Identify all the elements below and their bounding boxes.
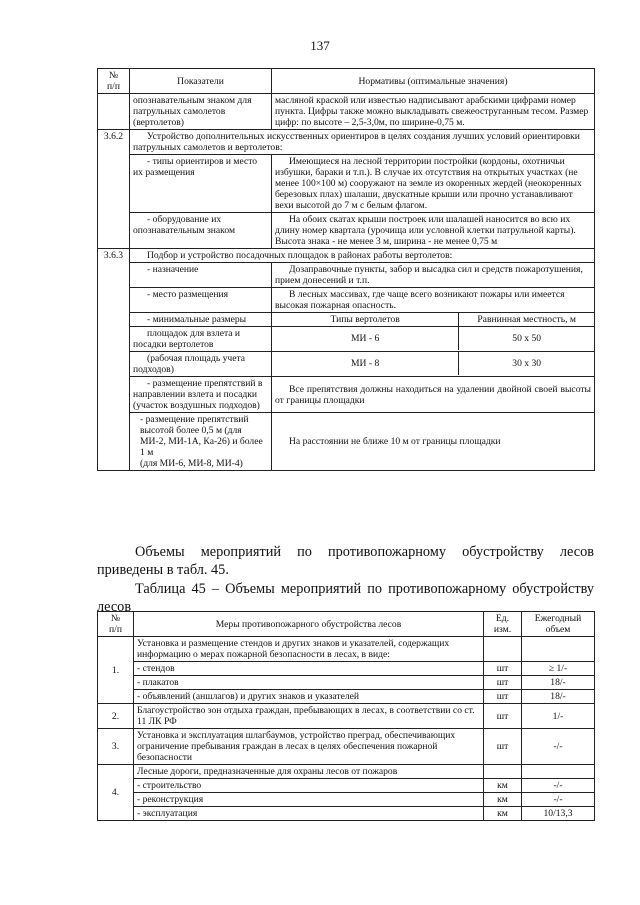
site-size: 30 х 30 [512, 358, 542, 369]
table-row [98, 704, 595, 729]
table-caption: Таблица 45 – Объемы мероприятий по противопожарному обустройству лесов [97, 581, 594, 615]
section-title: Устройство дополнительных искусственных ориентиров в целях создания лучших условий ориентировки патрульных самолетов и вертолетов: [130, 130, 595, 155]
row-name: - объявлений (аншлагов) и других знаков и указателей [134, 690, 484, 704]
row-value: 1/- [522, 704, 595, 729]
table-row [98, 807, 595, 821]
row-label: (рабочая площадь учета подходов) [130, 352, 272, 377]
row-number: 3. [98, 729, 134, 765]
helicopter-type: МИ - 8 [272, 352, 459, 375]
row-title: Лесные дороги, предназначенные для охраны лесов от пожаров [134, 765, 484, 779]
row-unit: шт [484, 676, 522, 690]
row-value: 18/- [522, 676, 595, 690]
section-number: 3.6.2 [98, 130, 130, 249]
row-label: - место размещения [130, 288, 272, 313]
row-number: 4. [98, 765, 134, 821]
row-label: - типы ориентиров и место их размещения [130, 155, 272, 213]
row-name: - плакатов [134, 676, 484, 690]
section-title: Подбор и устройство посадочных площадок в районах работы вертолетов: [130, 249, 595, 263]
table-row [98, 327, 595, 352]
subcol-types: Типы вертолетов [272, 313, 459, 326]
col-header-num: № п/п [98, 69, 130, 94]
table-row [98, 263, 595, 288]
row-unit: км [484, 793, 522, 807]
helicopter-type: МИ - 6 [272, 327, 459, 350]
table-row [98, 352, 595, 377]
subtable-header [272, 313, 594, 326]
row-name: Установка и эксплуатация шлагбаумов, устройство преград, обеспечивающих ограничение пребывания граждан в лесах в целях обеспечения пожарной безопасности [134, 729, 484, 765]
section-row [98, 249, 595, 263]
row-unit: км [484, 807, 522, 821]
row-unit: шт [484, 662, 522, 676]
table-row [98, 793, 595, 807]
subcol-plain: Равнинная местность, м [477, 314, 576, 325]
paragraph-text: Объемы мероприятий по противопожарному обустройству лесов приведены в табл. 45. [97, 544, 594, 578]
table-row [98, 690, 595, 704]
row-unit: шт [484, 704, 522, 729]
table-row [98, 94, 595, 130]
row-label: опознавательным знаком для патрульных самолетов (вертолетов) [130, 94, 272, 130]
row-label: площадок для взлета и посадки вертолетов [130, 327, 272, 352]
table-row [98, 779, 595, 793]
row-label: - минимальные размеры [130, 313, 272, 327]
row-label: - оборудование их опознавательным знаком [130, 213, 272, 249]
col-header-norm: Нормативы (оптимальные значения) [272, 69, 595, 94]
row-label: - назначение [130, 263, 272, 288]
norms-table [97, 68, 595, 471]
section-row [98, 130, 595, 155]
site-size: 50 х 50 [512, 333, 542, 344]
row-unit: шт [484, 729, 522, 765]
row-value: -/- [522, 729, 595, 765]
table-row [98, 155, 595, 213]
row-value: -/- [522, 793, 595, 807]
row-number: 2. [98, 704, 134, 729]
row-unit: км [484, 779, 522, 793]
row-text: На расстоянии не ближе 10 м от границы площадки [272, 413, 595, 471]
row-text: масляной краской или известью надписывают арабскими цифрами номер пункта. Цифры также можно выкладывать свежеоструганным тесом. Размер цифр: по высоте – 2,5-3,0м, по ширине-0,75 м. [272, 94, 595, 130]
table-row [98, 676, 595, 690]
table-row [98, 377, 595, 413]
row-number: 1. [98, 637, 134, 704]
row-text: В лесных массивах, где чаще всего возникают пожары или имеется высокая пожарная опасность. [272, 288, 595, 313]
table-row [98, 288, 595, 313]
row-value: ≥ 1/- [522, 662, 595, 676]
row-label: - размещение препятствий высотой более 0,5 м (для МИ-2, МИ-1А, Ка-26) и более 1 м (для МИ-6, МИ-8, МИ-4) [130, 413, 272, 471]
row-name: Благоустройство зон отдыха граждан, пребывающих в лесах, в соответствии со ст. 11 ЛК РФ [134, 704, 484, 729]
table-header-row [98, 612, 595, 637]
row-title: Установка и размещение стендов и других знаков и указателей, содержащих информацию о мерах пожарной безопасности в лесах, в виде: [134, 637, 484, 662]
table-row [98, 729, 595, 765]
row-value: 10/13,3 [522, 807, 595, 821]
table-header-row [98, 69, 595, 94]
row-label: - размещение препятствий в направлении взлета и посадки (участок воздушных подходов) [130, 377, 272, 413]
row-name: - стендов [134, 662, 484, 676]
row-text: На обоих скатах крыши построек или шалашей наносится во всю их длину номер квартала (урочища или условной клетки патрульной карты). Высота знака - не менее 3 м, ширина - не менее 0,75 м [272, 213, 595, 249]
row-text: Все препятствия должны находиться на удалении двойной своей высоты от границы площадки [272, 377, 595, 413]
row-unit: шт [484, 690, 522, 704]
page-number: 137 [310, 38, 330, 53]
row-value: -/- [522, 779, 595, 793]
col-header-annual: Ежегодный объем [522, 612, 595, 637]
table-row [98, 637, 595, 662]
table-row [98, 765, 595, 779]
table-row [98, 662, 595, 676]
col-header-unit: Ед. изм. [484, 612, 522, 637]
table-row [98, 313, 595, 327]
col-header-num: № п/п [98, 612, 134, 637]
row-value: 18/- [522, 690, 595, 704]
col-header-measures: Меры противопожарного обустройства лесов [134, 612, 484, 637]
row-text: Имеющиеся на лесной территории постройки (кордоны, охотничьи избушки, бараки и т.п.). В случае их отсутствия на открытых участках (не менее 100×100 м) сооружают на земле из окоренных жердей (неокоренных березовых плах) шалаши, двускатные крыши или прочно устанавливают вехи высотой до 7 м с белым флагом. [272, 155, 595, 213]
table-row [98, 213, 595, 249]
row-text: Дозаправочные пункты, забор и высадка сил и средств пожаротушения, прием донесений и т.п. [272, 263, 595, 288]
row-name: - строительство [134, 779, 484, 793]
row-name: - эксплуатация [134, 807, 484, 821]
measures-table [97, 611, 595, 821]
table-row [98, 413, 595, 471]
col-header-indicator: Показатели [130, 69, 272, 94]
row-name: - реконструкция [134, 793, 484, 807]
section-number: 3.6.3 [98, 249, 130, 471]
